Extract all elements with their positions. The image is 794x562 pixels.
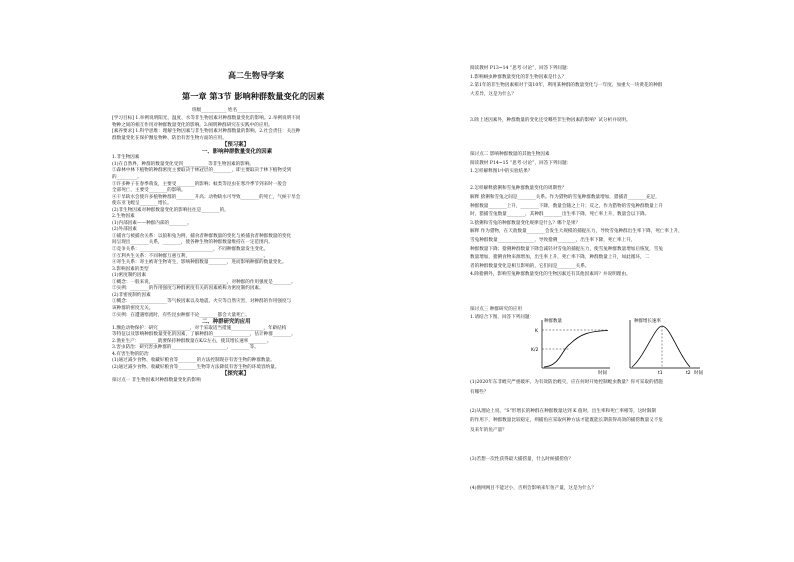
right-lines-b-4: 的作用下，种群数量比较稳定，则捕鱼应采取何种方法才能既能长期获得高效的捕捞数量又不危: [470, 418, 663, 424]
right-lines-1: 1.影响蚜虫种群数量变化的非生物因素是什么？: [470, 74, 567, 80]
left-lines-22: ④寄生关系：寄主被寄生物寄生，影响种群数量________，进而影响种群的数量变化。: [112, 260, 287, 266]
left-lines-39: 【探究案】: [222, 371, 249, 378]
right-lines-29: 1.请结合下图，回答下列问题：: [470, 315, 535, 321]
left-lines-16: (1)内部因素——种群内部的________。: [112, 220, 193, 226]
left-lines-7: (1)在自然界，种群的数量变化受到___________等非生物因素的影响。: [112, 161, 255, 167]
right-lines-11: 阅读教材 P14~15 “思考·讨论”，回答下列问题：: [470, 160, 572, 166]
left-lines-25: ①概念：一般来说，________________________________，对种群的作用强度是________。: [112, 279, 296, 285]
left-lines-18: ①捕食与被捕食关系：以狼和兔为例，捕食者种群数量的变化与被捕食者种群数量的变化: [112, 233, 292, 239]
growth-chart-xlabel: 时间: [694, 371, 703, 376]
s-chart-ylabel: 种群数量: [544, 319, 562, 324]
left-lines-6: 1.非生物因素: [112, 155, 140, 161]
right-lines-6: 3.除上述因素外，种群数量的变化还受哪些非生物因素的影响？试分析并说明。: [470, 117, 631, 123]
left-lines-4: 【预习案】: [222, 142, 249, 149]
left-lines-20: ②竞争关系：________________________________，不同种群数量发生变化。: [112, 247, 269, 252]
left-lines-27: (2)非密度制约因素: [112, 292, 151, 298]
growth-chart-ylabel: 种群增长速率: [634, 319, 661, 324]
left-lines-1: 物种之间的相互作用对种群数量变化的影响。3.阐明种群研究在实践中的应用。: [112, 122, 273, 128]
left-lines-21: ③互利共生关系：不同种群互惠互利，________________________________。: [112, 253, 269, 259]
right-lines-20: 雪兔种群数量________________，导致猞猁________，出生率下降，死亡率上升，: [470, 238, 636, 243]
y-tick-k: K: [535, 329, 538, 334]
chapter-heading: 第一章 第3节 影响种群数量变化的因素: [182, 91, 325, 101]
left-lines-13: 使东亚飞蝗呈________增长。: [112, 201, 172, 207]
x-tick-t1: t1: [658, 371, 663, 376]
left-lines-0: [学习目标] 1.举例说明阳光、温度、水等非生物因素对种群数量变化的影响。2.举例说明不同: [112, 116, 301, 121]
right-lines-2: 2.第1年的非生物因素相对于第10年，利用某种群的数量变化与一年度、加重大一块黄花的种群: [470, 83, 663, 89]
left-lines-8: ②森林中林下植物的种群密度主要取决于林冠层的________，即主要取决于林下植物受到: [112, 168, 292, 174]
left-lines-32: 1.濒危动物保护：研究______________，对于采取适当措施______________，年龄结构: [112, 325, 287, 331]
left-lines-12: ④干旱缺水会使许多植物种群的________升高；动物缺水可导致________的死亡，气候干旱会: [112, 194, 301, 200]
right-lines-15: 解释 猞猁和雪兔之间是________关系。作为猎物的雪兔种群数量增加，猎捕者________充足，: [470, 195, 660, 200]
left-lines-17: (2)外部因素: [112, 227, 137, 233]
right-lines-19: 解释 作为猎物，在天敌数量________会发生大规模的捕捉压力，导致雪兔种群出生率下降，死亡率上升，: [470, 229, 683, 235]
right-lines-b-8: (3)若想一次性获得最大捕捞量，什么时候捕捞鱼？: [470, 456, 573, 462]
s-curve-line: [544, 331, 608, 368]
right-lines-10: 探讨点二 影响种群数量的其他生物因素: [470, 152, 550, 157]
left-lines-26: ②实例：________的作用强度与种群密度有关的因素被称为密度制约因素。: [112, 286, 264, 292]
right-lines-b-11: (4)渔网网目不能过小，否则会影响来年鱼产量，这是为什么？: [470, 485, 596, 491]
right-lines-0: 阅读教材 P13~14 “思考·讨论”，回答下列问题：: [470, 66, 572, 71]
left-lines-23: 3.影响因素的类型: [112, 266, 149, 272]
class-name-line: 班级___________ 姓名___________: [192, 108, 263, 113]
right-lines-22: 数量增加，猞猁食物来源增加，出生率上升，死亡率下降，种群数量上升，如此循环，二: [470, 255, 650, 261]
right-lines-21: 种群数量下降；猞猁种群数量下降会减轻对雪兔的捕捉压力，使雪兔种群数量增加后恢复，雪兔: [470, 246, 663, 252]
left-lines-9: 的_________。: [112, 174, 142, 180]
chart-growth-rate: [620, 316, 705, 376]
left-lines-3: 群数量变化在保护濒危物种、防治有害生物方面的应用。: [112, 135, 227, 141]
right-lines-12: 1.怎样解释图1中的实验结果？: [470, 169, 533, 175]
left-lines-29: 该种群的密度无关。: [112, 305, 154, 311]
left-lines-28: ①概念：________________等气候因素以及地震、火灾等自然灾害，对种群的作用强度与: [112, 299, 292, 305]
right-lines-18: 3.猞猁和雪兔的种群数量变化规律是什么？哪个是果？: [470, 220, 581, 226]
right-lines-b-1: 有哪些？: [470, 389, 489, 395]
left-lines-35: 3.害虫防治：研究害虫种群的________________________，________等。: [112, 345, 259, 351]
left-lines-11: 全部死亡，主要受________的影响。: [112, 188, 186, 194]
right-lines-b-3: (2)从理论上说，“S”形增长的种群在种群数量达到 K 值时，出生率和死亡率相等，这时限制: [470, 408, 657, 414]
chart-s-curve: [530, 316, 615, 376]
right-lines-28: 探讨点三 种群研究的应用: [470, 306, 522, 312]
doc-title: 高二生物导学案: [228, 70, 284, 80]
left-lines-36: 4.有害生物的防治: [112, 351, 149, 357]
s-chart-xlabel: 时间: [598, 371, 607, 376]
left-lines-10: ③许多种子在春季萌发，主要受________的影响；蚊类等昆虫在寒冷季节到来时一般会: [112, 181, 287, 187]
growth-rate-curve: [632, 326, 690, 367]
left-lines-38: (2)通过减少食物、收藏好粮食等________生物等方法降低有害生物的环境容纳量。: [112, 364, 280, 370]
left-lines-19: 间呈现出________关系，________，使各种生物的种群数量维持在一定范围内。: [112, 240, 273, 246]
left-lines-40: 探讨点一 非生物因素对种群数量变化的影响: [112, 378, 201, 383]
left-lines-37: (1)通过减少食物、收藏好粮食等________的方法控制现存有害生物的种群数量。: [112, 358, 275, 364]
right-lines-24: 4.除猞猁外，影响雪兔种群数量变化的生物因素还有其他因素吗？并说明理由。: [470, 272, 631, 278]
right-lines-16: 种群数量________上升，________下降，数量会随之上升；反之，作为猎物的雪兔种群数量上升: [470, 203, 663, 209]
left-lines-34: 2.渔业生产：________就要保持种群数量在K/2左右，使其增长速率________。: [112, 338, 272, 344]
left-lines-14: (2)非生物因素对种群数量变化的影响往往是________的。: [112, 207, 229, 213]
right-lines-b-0: (1)2020年东非蝗灾严重破坏，为有效防治蝗灾，应在何时开始控制蝗虫数量？你可采取的措施: [470, 380, 663, 385]
x-tick-t2: t2: [686, 371, 691, 376]
right-lines-17: 时，猎捕雪兔数量________，其种群________出生率下降，死亡率上升，数量会以下降。: [470, 212, 650, 218]
left-lines-33: 等特征以及影响种群数量变化的因素，了解种群的________________，估计种群________。: [112, 332, 296, 338]
right-lines-b-5: 及来年的鱼产量？: [470, 428, 507, 433]
left-lines-30: ②实例：在遭遇寒流时，有些昆虫种群不论________都会大量死亡。: [112, 312, 250, 318]
left-lines-2: [素养要求] 1.科学思维：理解生物因素与非生物因素对种群数量的影响。2.社会责任：关注种: [112, 129, 301, 135]
right-lines-14: 2.怎样解释猞猁和雪兔种群数量变化的周期性？: [470, 186, 567, 192]
right-lines-23: 者的种群数量变化是相互影响的，它们间是________关系。: [470, 263, 590, 269]
right-lines-3: 大差异，这是为什么？: [470, 91, 516, 97]
left-lines-24: (1)密度制约因素: [112, 273, 147, 279]
left-lines-15: 2.生物因素: [112, 214, 135, 220]
left-lines-5: 一、影响种群数量变化的因素: [202, 148, 273, 155]
left-lines-31: 二、种群研究的应用: [202, 319, 251, 326]
y-tick-k2: K/2: [531, 348, 539, 353]
